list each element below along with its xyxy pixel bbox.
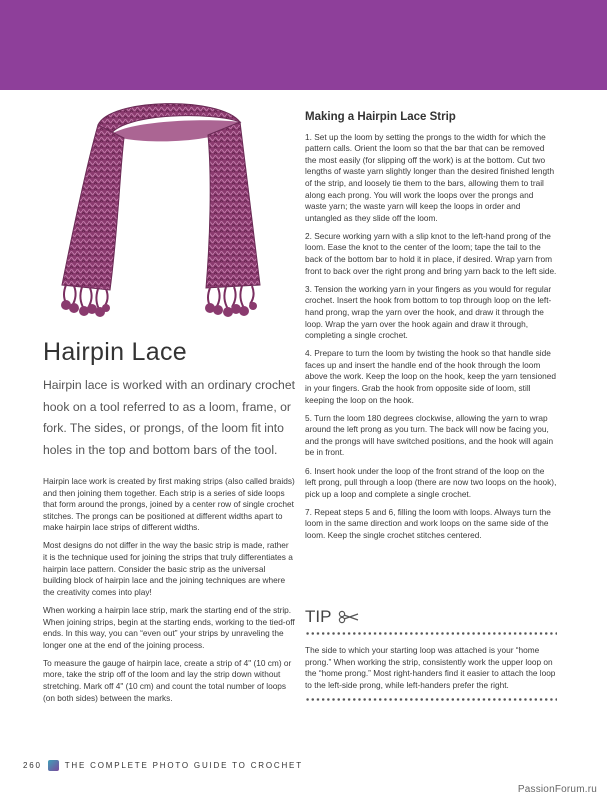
steps-heading: Making a Hairpin Lace Strip — [305, 111, 456, 123]
step-item: 5. Turn the loom 180 degrees clockwise, allowing the yarn to wrap around the left prong as you turn. The back will now be facing you, and the prongs will have switched positions, and the hook will again be in front. — [305, 412, 554, 458]
tip-box — [305, 607, 557, 701]
scarf-photo — [40, 100, 290, 320]
top-color-band — [0, 0, 607, 90]
section-title: Hairpin Lace — [43, 338, 187, 366]
body-paragraph: When working a hairpin lace strip, mark the starting end of the strip. When joining strips, begin at the starting ends, working to the tied-off ends. In this way, you can “even out” your strips by unraveling the longer one at the end of the joining process. — [43, 604, 295, 650]
page-footer — [23, 760, 303, 771]
intro-paragraph: Hairpin lace is worked with an ordinary crochet hook on a tool referred to as a loom, frame, or fork. The sides, or prongs, of the loom fit into holes in the top and bottom bars of the tool. — [43, 378, 295, 457]
step-item: 6. Insert hook under the loop of the front strand of the loop on the left prong, pull through a loop (there are now two loops on the hook), pick up a loop and complete a single crochet. — [305, 465, 557, 499]
body-paragraph: To measure the gauge of hairpin lace, create a strip of 4" (10 cm) or more, take the strip off of the loom and lay the strip down without stretching. Mark off 4" (10 cm) and count the total number of loops (on both sides) between the marks. — [43, 657, 292, 703]
page-number: 260 — [23, 761, 42, 770]
book-title: THE COMPLETE PHOTO GUIDE TO CROCHET — [64, 761, 303, 770]
tip-divider-bottom — [305, 698, 557, 701]
step-item: 4. Prepare to turn the loom by twisting the hook so that handle side faces up and insert the handle end of the hook through the loom above the work. Keep the loop on the hook, keep the yarn tensioned in your fingers. Grab the hook from opposite side of loom, still keeping the loop on the hook. — [305, 348, 556, 405]
step-item: 3. Tension the working yarn in your fingers as you would for regular crochet. Insert the hook from bottom to top through loop on the left-hand prong, wrap the yarn over the hook, and draw it through the loop. Wrap the yarn over the hook again and draw it through, completing a single crochet. — [305, 283, 552, 341]
step-item: 7. Repeat steps 5 and 6, filling the loom with loops. Always turn the loom in the same direction and work loops on the same side of the loom. Keep the single crochet stitches centered. — [305, 506, 551, 540]
step-item: 2. Secure working yarn with a slip knot to the left-hand prong of the loom. Ease the knot to the center of the loom; tape the tail to the back of the bottom bar to hold it in place, if desired. Wrap yarn from front to back over the right prong and bring yarn back to the left side. — [305, 230, 557, 276]
watermark: PassionForum.ru — [517, 784, 597, 795]
scissors-icon — [338, 610, 360, 624]
left-body-text — [43, 476, 295, 711]
steps-column — [305, 112, 557, 548]
tip-label: TIP — [305, 607, 332, 626]
body-paragraph: Most designs do not differ in the way the basic strip is made, rather it is the technique used for joining the strips that truly differentiates a hairpin lace pattern. Consider the basic strip as the universal building block of hairpin lace and the joining techniques are where the creativity comes into play! — [43, 540, 293, 597]
tip-text: The side to which your starting loop was attached is your “home prong.” When working the strip, consistently work the upper loop on the “home prong.” Most right-handers find it easier to attach the loop to the left-side prong, while left-handers prefer the right. — [305, 645, 556, 690]
body-paragraph: Hairpin lace work is created by first making strips (also called braids) and then joining them together. Each strip is a series of side loops that form around the prongs, joined by a center row of single crochet stitches. The prongs can be positioned at different widths apart to make hairpin lace strips of different widths. — [43, 476, 295, 533]
book-logo-icon — [48, 760, 59, 771]
tip-divider-top — [305, 632, 557, 635]
step-item: 1. Set up the loom by setting the prongs to the width for which the pattern calls. Orient the loom so that the bar that can be removed the most easily (for slipping off the work) is at the bottom. Cut two lengths of waste yarn slightly longer than the desired finished length of the strip, and loosely tie them to the bars, allowing them to trail along each prong. You will work the loops over the prongs and waste yarn; the waste yarn will keep the loops in order and untangled as they slide off the loom. — [305, 131, 555, 223]
